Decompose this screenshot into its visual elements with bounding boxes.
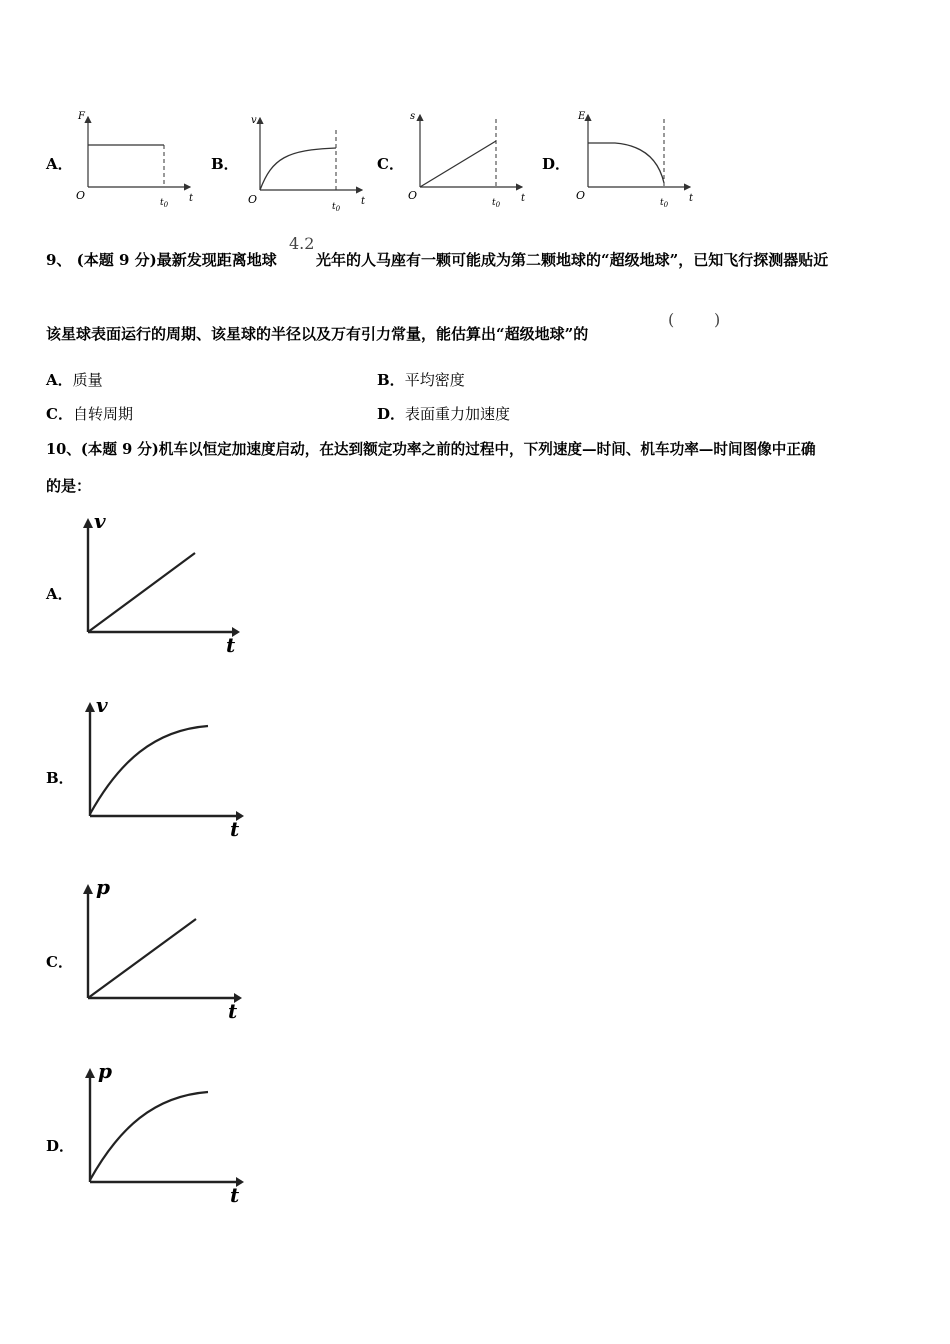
- q8-option-a-label: A．: [46, 155, 73, 173]
- option-text: 平均密度: [404, 371, 465, 389]
- origin-label: O: [248, 193, 258, 206]
- q8-option-b-label: B．: [211, 155, 239, 173]
- x-axis-label: t: [689, 193, 694, 204]
- y-axis-arrow-icon: [85, 702, 95, 712]
- q9-option-a: [46, 369, 103, 390]
- option-text: 自转周期: [72, 405, 133, 423]
- q8-graph-b: [242, 108, 372, 213]
- graph-curve: [420, 141, 496, 187]
- x-axis-label: t: [230, 817, 240, 841]
- origin-label: O: [76, 189, 86, 202]
- q10-graph-d: [74, 1058, 254, 1208]
- q8-graph-d: [570, 105, 700, 210]
- option-label: A．: [46, 371, 73, 389]
- y-axis-label: s: [410, 111, 416, 122]
- graph-curve: [90, 726, 208, 814]
- q9-option-c: [46, 403, 133, 424]
- q9-paren-open: (: [668, 310, 675, 329]
- x-axis-label: t: [226, 633, 236, 657]
- graph-curve: [88, 553, 195, 632]
- t0-label: $t_0$: [492, 198, 501, 209]
- option-label: B．: [377, 371, 405, 389]
- x-axis-label: t: [189, 193, 194, 204]
- q10-option-d-label: D．: [46, 1137, 75, 1155]
- t0-label: $t_0$: [660, 198, 669, 209]
- q8-option-d-label: D．: [542, 155, 571, 173]
- y-axis-label: p: [98, 1059, 112, 1083]
- y-axis-label: v: [96, 693, 108, 717]
- q10-line2: 的是：: [46, 477, 92, 495]
- graph-curve: [260, 148, 336, 190]
- y-axis-label: v: [251, 115, 257, 126]
- option-label: D．: [377, 405, 406, 423]
- y-axis-label: p: [96, 875, 110, 899]
- q8-graph-c: [402, 105, 532, 210]
- q9-line1-pre: 9、 (本题 9 分)最新发现距离地球: [46, 251, 277, 269]
- x-axis-label: t: [230, 1183, 240, 1207]
- option-label: C．: [46, 405, 73, 423]
- q9-paren-close: ): [714, 310, 721, 329]
- q10-option-b-label: B．: [46, 769, 74, 787]
- origin-label: O: [576, 189, 586, 202]
- origin-label: O: [408, 189, 418, 202]
- x-axis-label: t: [361, 196, 366, 207]
- q8-option-c-label: C．: [377, 155, 404, 173]
- y-axis-arrow-icon: [83, 518, 93, 528]
- q10-graph-b: [74, 692, 254, 842]
- x-axis-label: t: [521, 193, 526, 204]
- q8-graph-a: [70, 105, 200, 210]
- q9-line1-post: 光年的人马座有一颗可能成为第二颗地球的“超级地球”，已知飞行探测器贴近: [316, 251, 829, 269]
- q9-option-d: [377, 403, 510, 424]
- q10-graph-a: [72, 508, 252, 658]
- t0-label: $t_0$: [160, 198, 169, 209]
- q10-option-c-label: C．: [46, 953, 73, 971]
- q10-line1: 10、(本题 9 分)机车以恒定加速度启动，在达到额定功率之前的过程中，下列速度—时间、机车功率—时间图像中正确: [46, 441, 816, 458]
- y-axis-label: v: [94, 509, 106, 533]
- option-text: 表面重力加速度: [405, 405, 511, 423]
- option-text: 质量: [72, 371, 103, 389]
- t0-label: $t_0$: [332, 202, 341, 213]
- x-axis-label: t: [228, 999, 238, 1023]
- graph-curve: [90, 1092, 208, 1180]
- y-axis-label: F: [78, 111, 85, 122]
- graph-curve: [88, 919, 196, 998]
- q9-option-b: [377, 369, 465, 390]
- q9-value: 4.2: [289, 234, 315, 253]
- y-axis-arrow-icon: [83, 884, 93, 894]
- q9-line2: 该星球表面运行的周期、该星球的半径以及万有引力常量，能估算出“超级地球”的: [46, 325, 589, 343]
- q10-option-a-label: A．: [46, 585, 73, 603]
- y-axis-label: E: [578, 111, 586, 122]
- graph-curve: [588, 143, 664, 183]
- y-axis-arrow-icon: [85, 1068, 95, 1078]
- q10-graph-c: [72, 874, 252, 1024]
